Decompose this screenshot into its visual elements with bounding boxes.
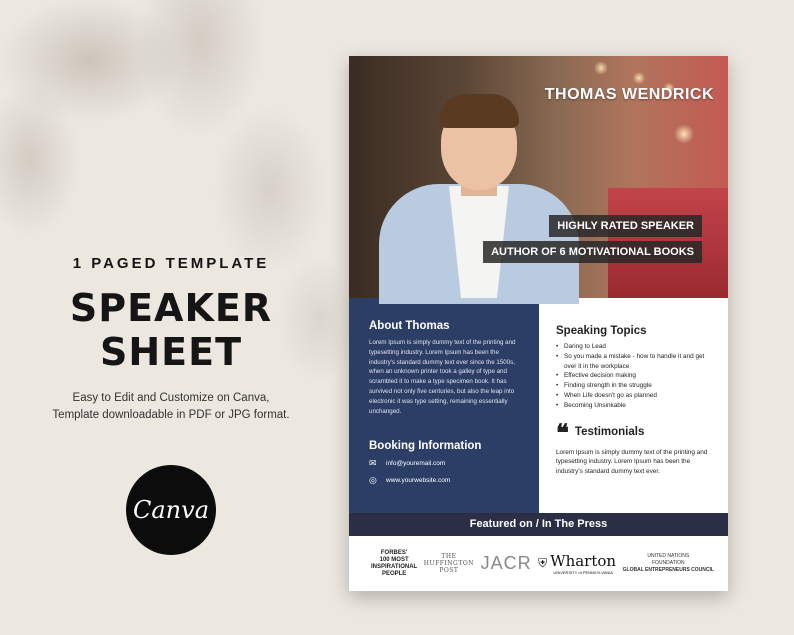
canva-logo: Canva bbox=[126, 465, 216, 555]
testimonial-text: Lorem Ipsum is simply dummy text of the printing and typesetting industry. Lorem Ipsum has been the industry's standard dummy text ever. bbox=[556, 448, 708, 476]
huffington-logo-line: HUFFINGTON bbox=[423, 560, 474, 567]
wharton-subtitle: UNIVERSITY of PENNSYLVANIA bbox=[553, 570, 613, 575]
huffington-logo-line: THE bbox=[441, 553, 457, 560]
speaker-sheet-preview bbox=[349, 56, 728, 591]
envelope-icon: ✉ bbox=[369, 458, 377, 469]
promo-description bbox=[40, 390, 302, 424]
email-row bbox=[369, 458, 520, 469]
website-text: www.yourwebsite.com bbox=[386, 477, 451, 485]
testimonials-heading: Testimonials bbox=[574, 425, 645, 438]
about-heading: About Thomas bbox=[369, 320, 450, 332]
topics-heading: Speaking Topics bbox=[556, 325, 647, 337]
about-column bbox=[349, 298, 539, 513]
sheet-body bbox=[349, 298, 728, 513]
forbes-100-logo bbox=[371, 550, 417, 578]
promo-title-line1: SPEAKER bbox=[69, 286, 273, 330]
jacr-logo: JACR bbox=[480, 553, 532, 573]
quote-icon: ❝ bbox=[556, 417, 569, 447]
un-logo-line: FOUNDATION bbox=[651, 560, 685, 566]
forbes-logo-line: 100 MOST bbox=[379, 556, 409, 563]
list-item: • Effective decision making bbox=[556, 371, 710, 381]
portrait-hair bbox=[439, 94, 519, 128]
promo-desc-line2: Template downloadable in PDF or JPG format. bbox=[52, 409, 290, 421]
list-item: • When Life doesn't go as planned bbox=[556, 391, 710, 401]
promo-text-block bbox=[40, 255, 302, 424]
huffington-post-logo bbox=[424, 553, 474, 574]
website-row bbox=[369, 475, 520, 486]
about-text: Lorem Ipsum is simply dummy text of the printing and typesetting industry. Lorem Ipsum has been the industry's standard dummy text ever since the 1500s, when an unknown printer took a galley of type and scrambled it to make a type specimen book. It has survived not only five centuries, but also the leap into electronic it was type setting, remaining essentially unchanged. bbox=[369, 339, 516, 415]
forbes-logo-line: FORBES' bbox=[380, 549, 408, 556]
huffington-logo-line: POST bbox=[439, 567, 459, 574]
forbes-logo-line: INSPIRATIONAL bbox=[371, 563, 418, 570]
email-text: info@youremail.com bbox=[386, 460, 446, 468]
topics-list bbox=[556, 342, 710, 411]
booking-heading: Booking Information bbox=[369, 440, 482, 453]
wharton-name: Wharton bbox=[550, 552, 617, 570]
promo-kicker: 1 PAGED TEMPLATE bbox=[72, 255, 270, 272]
wharton-logo bbox=[538, 552, 616, 575]
un-logo-line: GLOBAL ENTREPRENEURS COUNCIL bbox=[622, 567, 714, 573]
un-logo-line: UNITED NATIONS bbox=[647, 553, 690, 559]
testimonials-header bbox=[556, 417, 710, 447]
tag-highly-rated: HIGHLY RATED SPEAKER bbox=[549, 215, 702, 237]
promo-desc-line1: Easy to Edit and Customize on Canva, bbox=[72, 392, 270, 404]
promo-title-line2: SHEET bbox=[99, 330, 242, 374]
un-foundation-logo bbox=[623, 553, 714, 574]
list-item: • Daring to Lead bbox=[556, 342, 710, 352]
speaker-portrait bbox=[369, 76, 589, 298]
forbes-logo-line: PEOPLE bbox=[381, 570, 407, 577]
topics-column bbox=[539, 298, 728, 513]
globe-icon: ◎ bbox=[369, 475, 377, 486]
list-item: • Finding strength in the struggle bbox=[556, 381, 710, 391]
tag-author: AUTHOR OF 6 MOTIVATIONAL BOOKS bbox=[483, 241, 702, 263]
press-heading-bar: Featured on / In The Press bbox=[349, 513, 728, 536]
speaker-name: THOMAS WENDRICK bbox=[544, 86, 714, 103]
promo-title bbox=[40, 286, 302, 374]
hero-photo bbox=[349, 56, 728, 298]
shield-icon: ⛨ bbox=[538, 556, 548, 570]
list-item: • So you made a mistake - how to handle it and get over it in the workplace bbox=[556, 352, 710, 372]
press-logos-row bbox=[349, 536, 728, 591]
list-item: • Becoming Unsinkable bbox=[556, 401, 710, 411]
